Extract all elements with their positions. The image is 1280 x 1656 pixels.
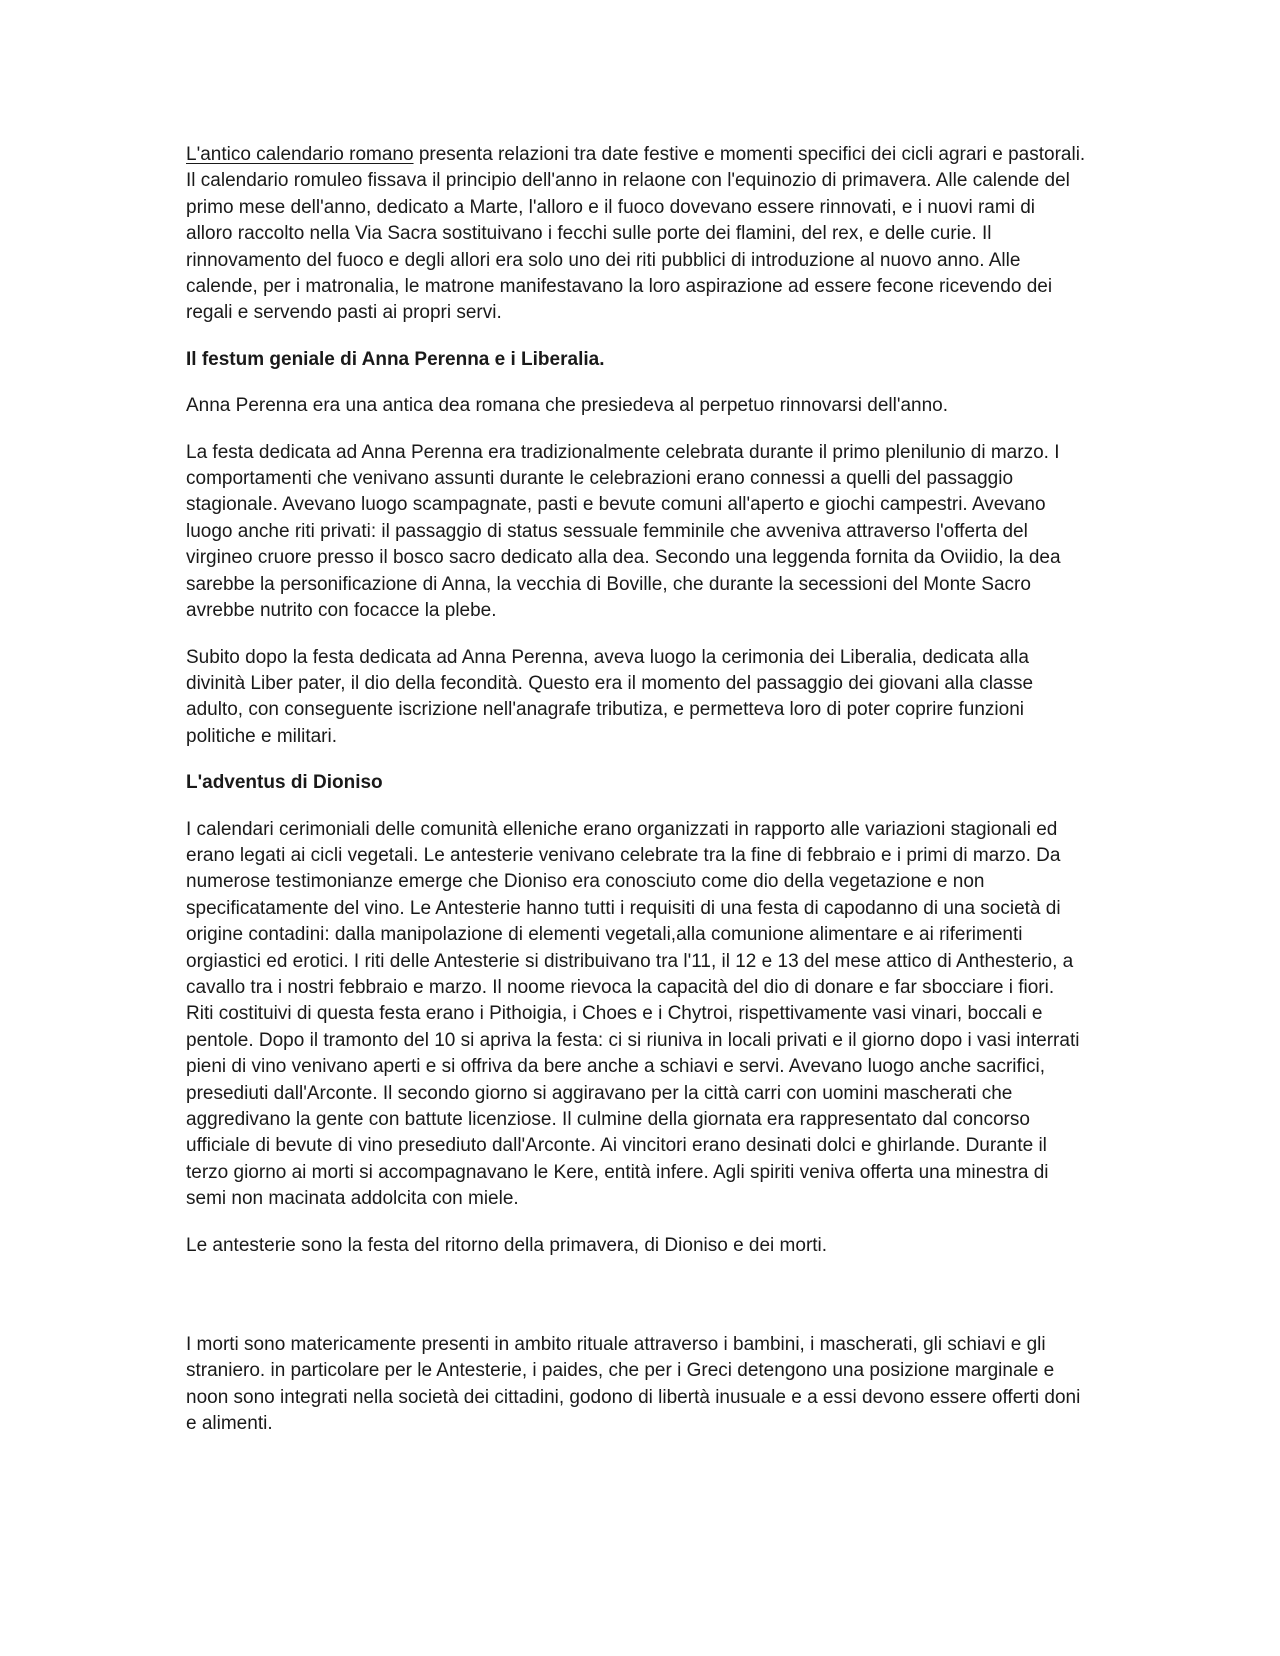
paragraph-morti: I morti sono matericamente presenti in ambito rituale attraverso i bambini, i mascherati, gli schiavi e gli straniero. in particolare per le Antesterie, i paides, che per i Greci detengono una posizione marginale e noon sono integrati nella società dei cittadini, godono di libertà inusuale e a essi devono essere offerti doni e alimenti.	[186, 1334, 1081, 1435]
paragraph-anna-perenna-festa: La festa dedicata ad Anna Perenna era tradizionalmente celebrata durante il primo plenilunio di marzo. I comportamenti che venivano assunti durante le celebrazioni erano connessi a quelli del passaggio stagionale. Avevano luogo scampagnate, pasti e bevute comuni all'aperto e giochi campestri. Avevano luogo anche riti privati: il passaggio di status sessuale femminile che avveniva attraverso l'offerta del virgineo cruore presso il bosco sacro dedicato alla dea. Secondo una leggenda fornita da Oviidio, la dea sarebbe la personificazione di Anna, la vecchia di Boville, che durante la secessioni del Monte Sacro avrebbe nutrito con focacce la plebe.	[186, 441, 1061, 622]
section-heading-dioniso: L'adventus di Dioniso	[186, 772, 383, 794]
intro-paragraph	[186, 142, 1086, 327]
underlined-phrase: L'antico calendario romano	[186, 144, 414, 165]
paragraph-antesterie-summary: Le antesterie sono la festa del ritorno della primavera, di Dioniso e dei morti.	[186, 1234, 828, 1256]
paragraph-antesterie: I calendari cerimoniali delle comunità elleniche erano organizzati in rapporto alle variazioni stagionali ed erano legati ai cicli vegetali. Le antesterie venivano celebrate tra la fine di febbraio e i primi di marzo. Da numerose testimonianze emerge che Dioniso era conosciuto come dio della vegetazione e non specificatamente del vino. Le Antesterie hanno tutti i requisiti di una festa di capodanno di una società di origine contadini: dalla manipolazione di elementi vegetali,alla comunione alimentare e ai riferimenti orgiastici ed erotici. I riti delle Antesterie si distribuivano tra l'11, il 12 e 13 del mese attico di Anthesterio, a cavallo tra i nostri febbraio e marzo. Il noome rievoca la capacità del dio di donare e far sbocciare i fiori. Riti costituivi di questa festa erano i Pithoigia, i Choes e i Chytroi, rispettivamente vasi vinari, boccali e pentole. Dopo il tramonto del 10 si apriva la festa: ci si riuniva in locali privati e il giorno dopo i vasi interrati pieni di vino venivano aperti e si offriva da bere anche a schiavi e servi. Avevano luogo anche sacrifici, presediuti dall'Arconte. Il secondo giorno si aggiravano per la città carri con uomini mascherati che aggredivano la gente con battute licenziose. Il culmine della giornata era rappresentato dal concorso ufficiale di bevute di vino presediuto dall'Arconte. Ai vincitori erano desinati dolci e ghirlande. Durante il terzo giorno ai morti si accompagnavano le Kere, entità infere. Agli spiriti veniva offerta una minestra di semi non macinata addolcita con miele.	[186, 818, 1080, 1210]
paragraph-anna-perenna-intro: Anna Perenna era una antica dea romana che presiedeva al perpetuo rinnovarsi dell'anno.	[186, 395, 949, 417]
intro-text: presenta relazioni tra date festive e momenti specifici dei cicli agrari e pastorali. Il calendario romuleo fissava il principio dell'anno in relaone con l'equinozio di primavera. Alle calende del primo mese dell'anno, dedicato a Marte, l'alloro e il fuoco dovevano essere rinnovati, e i nuovi rami di alloro raccolto nella Via Sacra sostituivano i fecchi sulle porte dei flamini, del rex, e delle curie. Il rinnovamento del fuoco e degli allori era solo uno dei riti pubblici di introduzione al nuovo anno. Alle calende, per i matronalia, le matrone manifestavano la loro aspirazione ad essere fecone ricevendo dei regali e servendo pasti ai propri servi.	[186, 144, 1086, 324]
paragraph-liberalia: Subito dopo la festa dedicata ad Anna Perenna, aveva luogo la cerimonia dei Liberalia, dedicata alla divinità Liber pater, il dio della fecondità. Questo era il momento del passaggio dei giovani alla classe adulto, con conseguente iscrizione nell'anagrafe tributiza, e permetteva loro di poter coprire funzioni politiche e militari.	[186, 646, 1034, 747]
section-heading-anna-perenna: Il festum geniale di Anna Perenna e i Liberalia.	[186, 348, 605, 370]
document-page	[186, 142, 1086, 1438]
